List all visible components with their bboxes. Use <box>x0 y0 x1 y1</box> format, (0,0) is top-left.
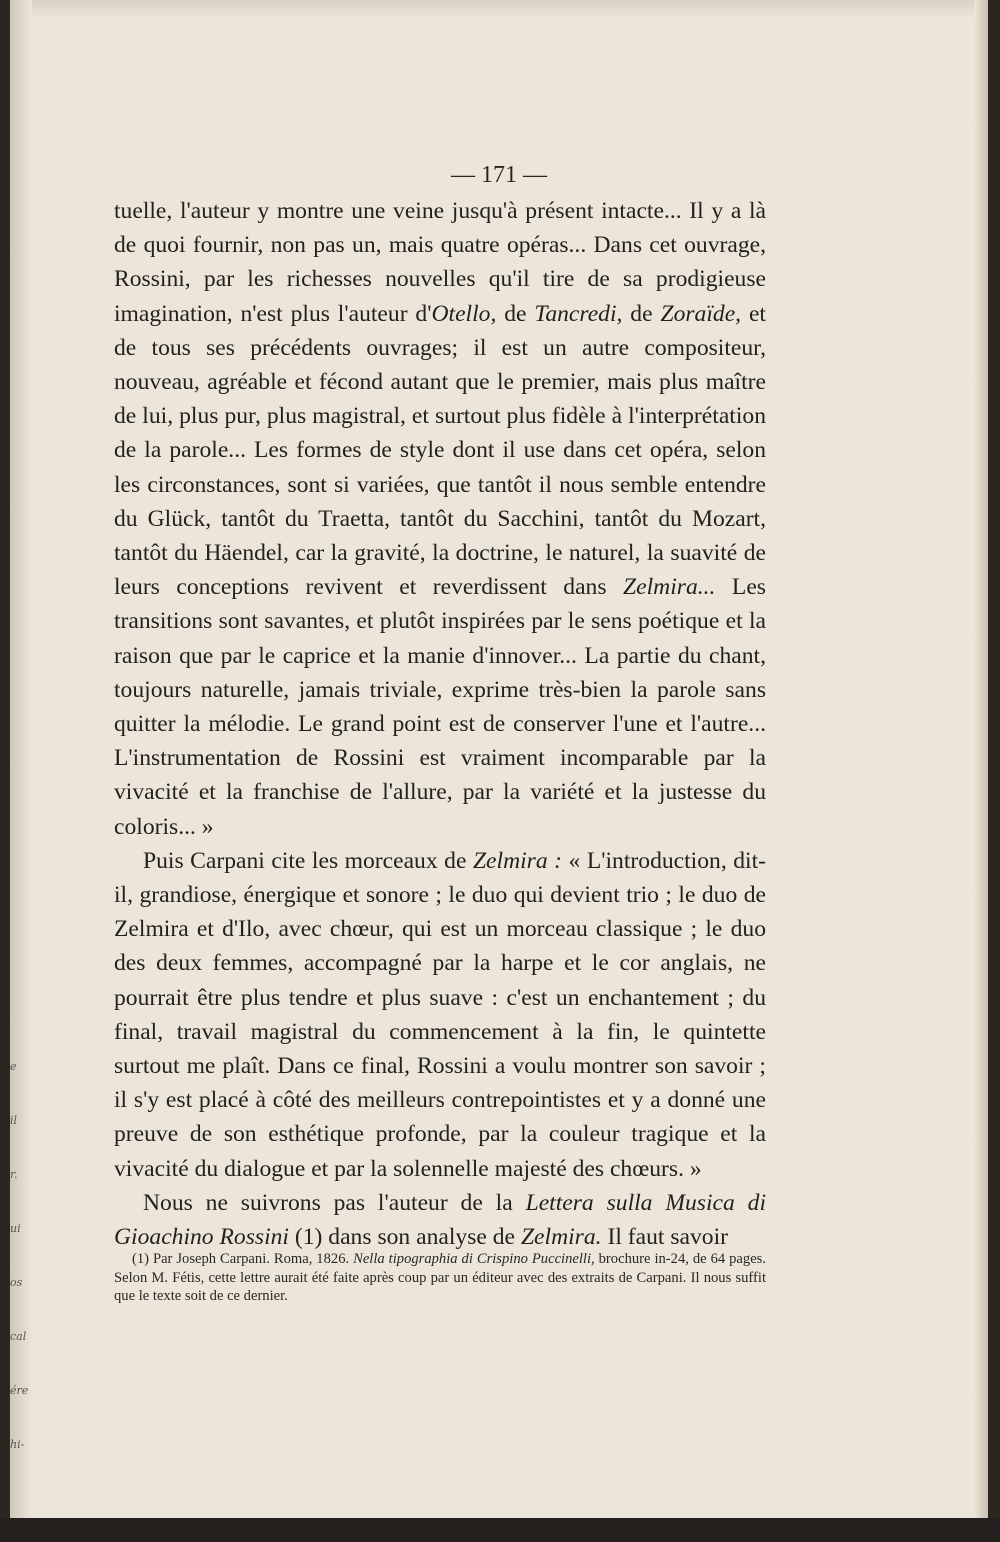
margin-bleed-through <box>10 1060 34 1451</box>
main-text <box>114 194 766 1254</box>
paragraph-analysis <box>114 1186 766 1254</box>
margin-mark: os <box>10 1276 23 1289</box>
title-zelmira: Zelmira : <box>472 847 563 874</box>
text-run: Nous ne suivrons pas l'auteur de la <box>143 1189 526 1216</box>
title-zelmira: Zelmira... <box>623 574 716 601</box>
text-run: Les transitions sont savantes, et plutôt inspirées par le sens poétique et la raison que par le caprice et la manie d'innover... La partie du chant, toujours naturelle, jamais triviale, exprime très-bien la parole sans quitter la mélodie. Le grand point est de conserver l'une et l'autre... L'instrumentation de Rossini est vraiment incomparable par la vivacité et la franchise de l'allure, par la variété et la justesse du coloris... » <box>114 574 766 840</box>
title-zelmira: Zelmira. <box>520 1224 602 1251</box>
footnote-italic: Nella tipographia di Crispino Puccinelli, <box>353 1251 595 1267</box>
title-otello: Otello, <box>431 300 497 327</box>
page-right-edge <box>974 0 988 1528</box>
margin-mark: hi- <box>10 1438 25 1451</box>
paragraph-carpani-pieces <box>114 844 766 1186</box>
margin-mark: il <box>10 1114 18 1127</box>
margin-mark: e <box>10 1060 17 1073</box>
margin-mark: cal <box>10 1330 27 1343</box>
text-run: (1) Par Joseph Carpani. Roma, 1826. <box>132 1251 354 1267</box>
text-run: Puis Carpani cite les morceaux de <box>143 847 473 874</box>
page-top-edge <box>10 0 988 18</box>
text-run: (1) dans son analyse de <box>288 1224 521 1251</box>
text-run: de <box>496 300 535 327</box>
margin-mark: r. <box>10 1168 18 1181</box>
paragraph-quote-continuation <box>114 194 766 844</box>
text-run: et de tous ses précédents ouvrages; il est un autre compositeur, nouveau, agréable et fécond autant que le premier, mais plus maître de lui, plus pur, plus magistral, et surtout plus fidèle à l'interprétation de la parole... Les formes de style dont il use dans cet opéra, selon les circonstances, sont si variées, que tantôt il nous semble entendre du Glück, tantôt du Traetta, tantôt du Sacchini, tantôt du Mozart, tantôt du Häendel, car la gravité, la doctrine, le naturel, la suavité de leurs conceptions revivent et reverdissent dans <box>114 300 766 601</box>
footnote <box>114 1250 766 1306</box>
page-number: — 171 — <box>451 162 547 188</box>
text-run: « L'introduction, dit-il, grandiose, énergique et sonore ; le duo qui devient trio ; le duo de Zelmira et d'Ilo, avec chœur, qui est un morceau classique ; le duo des deux femmes, accompagné par la harpe et le cor anglais, ne pourrait être plus tendre et plus suave : c'est un enchantement ; du final, travail magistral du commencement à la fin, le quintette surtout me plaît. Dans ce final, Rossini a voulu montrer son savoir ; il s'y est placé à côté des meilleurs contrepointistes et y a donné une preuve de son esthétique profonde, par la couleur tragique et la vivacité du dialogue et par la solennelle majesté des chœurs. » <box>114 847 767 1182</box>
title-zoraide: Zoraïde, <box>660 300 742 327</box>
footnote-text <box>114 1250 766 1306</box>
text-run: tuelle, l'auteur y montre une veine jusqu'à présent intacte... Il y a là de quoi fournir, non pas un, mais quatre opéras... Dans cet ouvrage, Rossini, par les richesses nouvelles qu'il tire de sa prodigieuse imagination, n'est plus l'auteur d' <box>114 198 766 327</box>
title-lettera: Lettera sulla Musica di Gioachino Rossini <box>114 1189 767 1251</box>
text-run: brochure in-24, de 64 pages. Selon M. Fétis, cette lettre aurait été faite après coup par un éditeur avec des extraits de Carpani. Il nous suffit que le texte soit de ce dernier. <box>114 1251 766 1305</box>
text-run: Il faut savoir <box>601 1224 729 1251</box>
margin-mark: ui <box>10 1222 21 1235</box>
title-tancredi: Tancredi, <box>534 300 623 327</box>
book-page <box>10 0 988 1528</box>
margin-mark: ére <box>10 1384 29 1397</box>
scan-bottom-band <box>0 1518 1000 1542</box>
text-run: de <box>622 300 661 327</box>
